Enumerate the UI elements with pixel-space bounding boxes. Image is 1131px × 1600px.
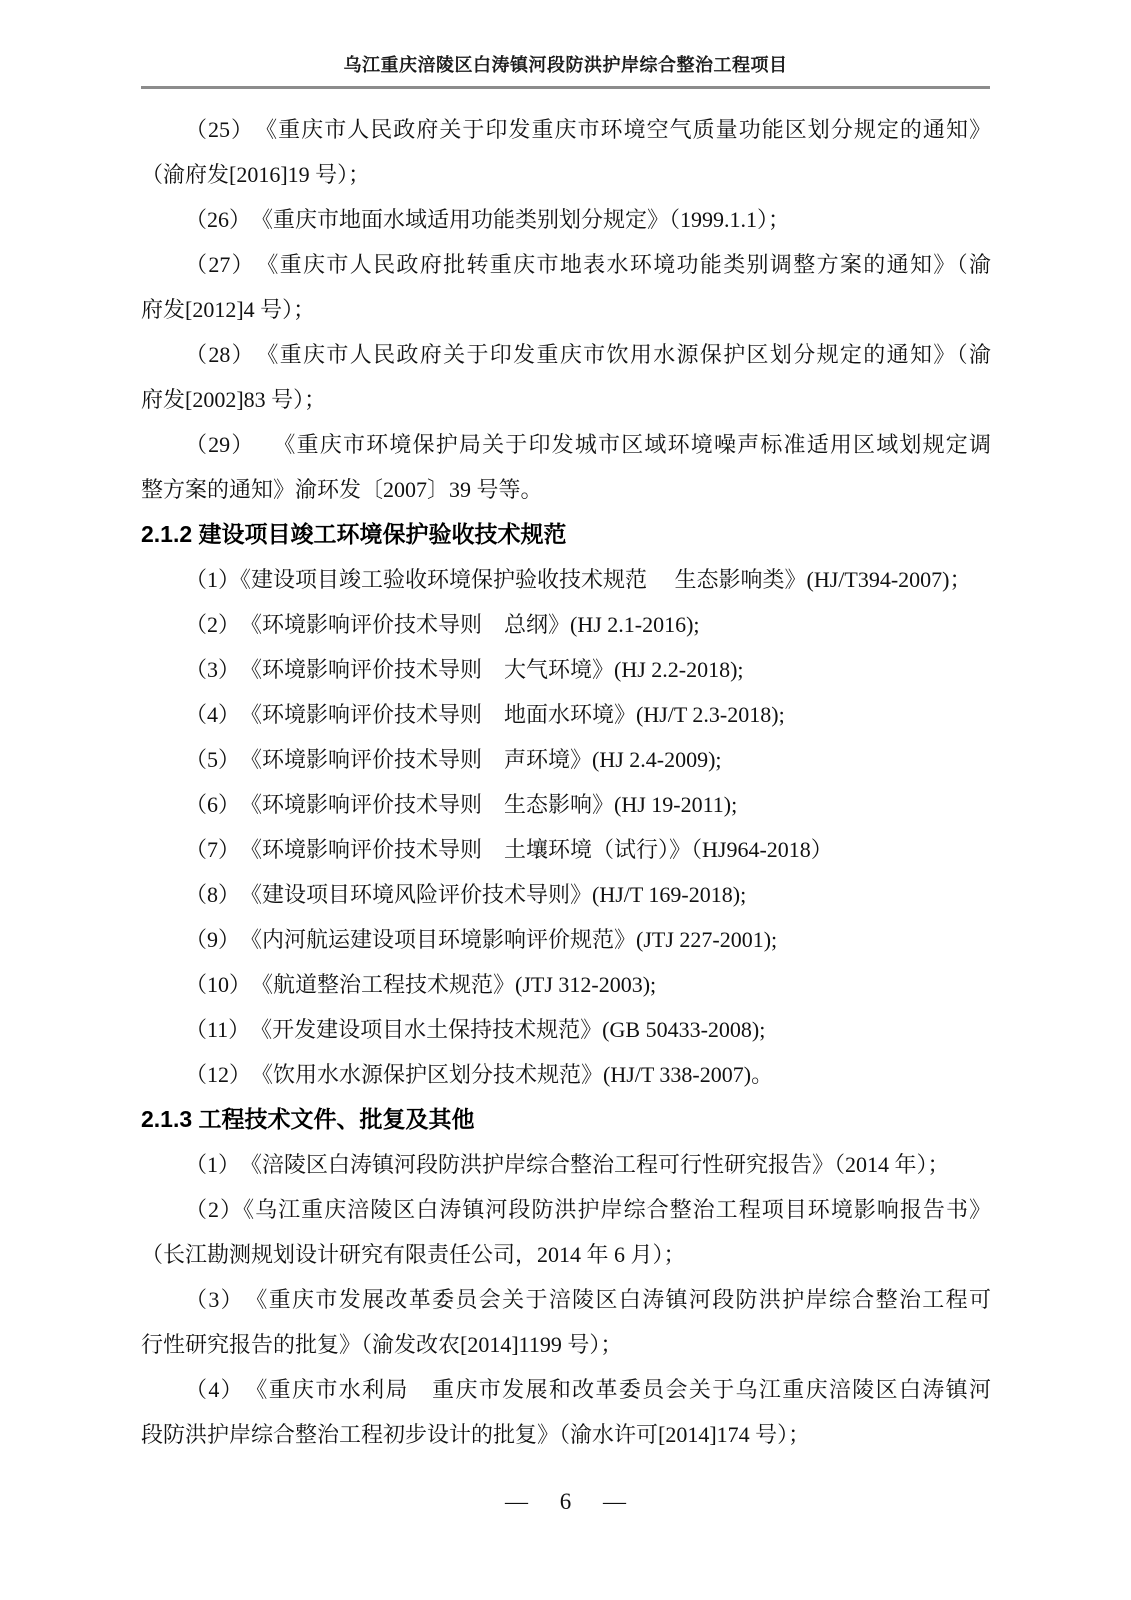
text-line: （2）《乌江重庆涪陵区白涛镇河段防洪护岸综合整治工程项目环境影响报告书》 xyxy=(185,1197,991,1222)
text-line: 整方案的通知》渝环发〔2007〕39 号等。 xyxy=(141,477,543,502)
page-header xyxy=(0,0,1131,89)
text-line: （2） 《环境影响评价技术导则 总纲》(HJ 2.1-2016); xyxy=(185,612,700,637)
text-line: 府发[2012]4 号）； xyxy=(141,297,316,322)
text-line: （26） 《重庆市地面水域适用功能类别划分规定》（1999.1.1）； xyxy=(185,207,791,232)
text-line: （6） 《环境影响评价技术导则 生态影响》(HJ 19-2011); xyxy=(185,792,738,817)
header-title: 乌江重庆涪陵区白涛镇河段防洪护岸综合整治工程项目 xyxy=(343,55,788,75)
text-line: （7） 《环境影响评价技术导则 土壤环境（试行）》（HJ964-2018） xyxy=(185,837,833,862)
text-line: （28） 《重庆市人民政府关于印发重庆市饮用水源保护区划分规定的通知》（渝 xyxy=(185,342,991,367)
text-line: （长江勘测规划设计研究有限责任公司，2014 年 6 月）； xyxy=(141,1242,686,1267)
text-line: （5） 《环境影响评价技术导则 声环境》(HJ 2.4-2009); xyxy=(185,747,722,772)
text-line: （29） 《重庆市环境保护局关于印发城市区域环境噪声标准适用区域划规定调 xyxy=(185,432,991,457)
text-line: （渝府发[2016]19 号）； xyxy=(141,162,371,187)
text-line: （4） 《重庆市水利局 重庆市发展和改革委员会关于乌江重庆涪陵区白涛镇河 xyxy=(185,1377,991,1402)
text-line: （10） 《航道整治工程技术规范》(JTJ 312-2003); xyxy=(185,972,657,997)
text-line: （1）《建设项目竣工验收环境保护验收技术规范 生态影响类》(HJ/T394-2007)； xyxy=(185,567,972,592)
footer-dash-left: — xyxy=(505,1489,528,1514)
document-body xyxy=(0,89,1131,1457)
text-line: （25） 《重庆市人民政府关于印发重庆市环境空气质量功能区划分规定的通知》 xyxy=(185,117,991,142)
text-line: 段防洪护岸综合整治工程初步设计的批复》（渝水许可[2014]174 号）； xyxy=(141,1422,811,1447)
text-line: （3） 《重庆市发展改革委员会关于涪陵区白涛镇河段防洪护岸综合整治工程可 xyxy=(185,1287,991,1312)
text-line: （27） 《重庆市人民政府批转重庆市地表水环境功能类别调整方案的通知》（渝 xyxy=(185,252,991,277)
text-line: 府发[2002]83 号）； xyxy=(141,387,327,412)
page-number: 6 xyxy=(559,1489,572,1514)
section-heading: 2.1.3 工程技术文件、批复及其他 xyxy=(141,1106,475,1132)
text-line: （9） 《内河航运建设项目环境影响评价规范》(JTJ 227-2001); xyxy=(185,927,778,952)
text-line: （4） 《环境影响评价技术导则 地面水环境》(HJ/T 2.3-2018); xyxy=(185,702,785,727)
text-line: （8） 《建设项目环境风险评价技术导则》(HJ/T 169-2018); xyxy=(185,882,747,907)
text-line: （11） 《开发建设项目水土保持技术规范》(GB 50433-2008); xyxy=(185,1017,766,1042)
text-line: （3） 《环境影响评价技术导则 大气环境》(HJ 2.2-2018); xyxy=(185,657,744,682)
text-line: （12） 《饮用水水源保护区划分技术规范》(HJ/T 338-2007)。 xyxy=(185,1062,774,1087)
page-footer xyxy=(0,1487,1131,1517)
section-heading: 2.1.2 建设项目竣工环境保护验收技术规范 xyxy=(141,521,567,547)
footer-dash-right: — xyxy=(603,1489,626,1514)
text-line: （1） 《涪陵区白涛镇河段防洪护岸综合整治工程可行性研究报告》（2014 年）； xyxy=(185,1152,950,1177)
text-line: 行性研究报告的批复》（渝发改农[2014]1199 号）； xyxy=(141,1332,623,1357)
